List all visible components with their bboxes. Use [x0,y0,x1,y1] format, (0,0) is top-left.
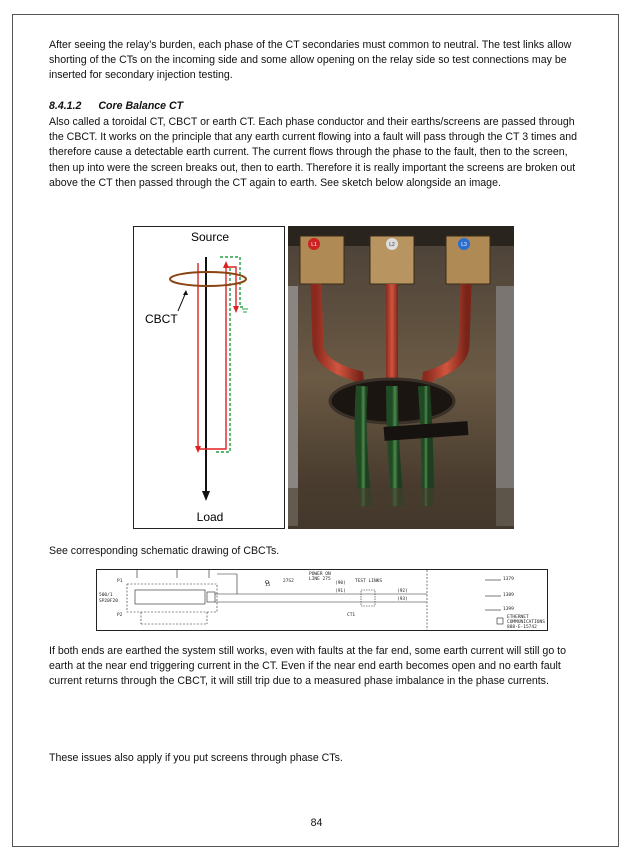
schem-ct-box [127,584,217,612]
schem-label-90: (90) [335,581,346,586]
paragraph-screens-phase-cts: These issues also apply if you put screens through phase CTs. [49,752,343,764]
schem-label-91: (91) [335,589,346,594]
section-title: Core Balance CT [98,100,184,112]
schem-label-93: (93) [397,597,408,602]
phase-label-l3: L3 [461,242,467,248]
schem-label-ct1: CT1 [347,613,356,618]
schem-label-p2: P2 [117,613,123,618]
phase-label-l2: L2 [389,242,395,248]
schem-label-power-on: POWER ON [309,572,331,577]
photo-floor [288,488,514,529]
schem-label-1389: 1389 [503,593,514,598]
schem-label-line: LINE 275 [309,577,331,582]
schem-label-comms: COMMUNICATIONS [507,620,545,625]
schem-label-test-links: TEST LINKS [355,579,383,584]
paragraph-core-balance: Also called a toroidal CT, CBCT or earth CT. Each phase conductor and their earths/screens are passed through the CBCT. It works on the principle that any earth current flowing into a fault will pass through the CT 3 times and therefore cause a detectable earth current. The current flows through the phase to the fault, then to the screen, then up into were the screen breaks out, then to earth. Therefore it is really important the screens are broken out above the CT then passed through the CT again to earth. See sketch below alongside an image. [49,116,577,189]
schem-ct-terminal [207,592,215,602]
sketch-source-label: Source [190,230,230,244]
cbct-sketch [133,226,285,529]
red-arrow-earth [233,306,239,313]
sketch-cbct-label: CBCT [145,312,178,326]
schem-label-doc-number: 888-E-15742 [507,625,537,630]
cable-red-2 [386,284,398,384]
paragraph-both-ends-earthed: If both ends are earthed the system still works, even with faults at the far end, some earth current will still go to earth at the near end triggering current in the CT. Even if the near end earth becomes open and no earth fault current returns through the CBCT, it will still trip due to a measured phase imbalance in the phase currents. [49,645,566,688]
ct-ring [170,272,246,286]
schem-label-27s2: 27S2 [283,579,294,584]
section-number: 8.4.1.2 [49,100,82,112]
schem-label-ratio: 500/1 [99,593,113,598]
terminal-block-l1 [300,236,344,284]
schem-label-1379: 1379 [503,577,514,582]
schem-ethernet-port [497,618,503,624]
paragraph-relay-burden: After seeing the relay’s burden, each phase of the CT secondaries must common to neutral. The test links allow shorting of the CTs on the incoming side and some allow opening on the relay side so test connections may be inserted for secondary injection testing. [49,39,572,82]
schem-label-p1: P1 [117,579,123,584]
phase-label-l1: L1 [311,242,317,248]
cbct-pointer-head [183,290,188,295]
schem-label-model: SP20F20 [99,599,118,604]
schem-test-links [361,590,375,606]
cbct-schematic [96,569,548,631]
schem-label-15: 15 [265,583,271,588]
red-arrow-up [223,261,229,268]
schem-label-ethernet: ETHERNET [507,615,529,620]
sketch-load-label: Load [196,510,224,524]
conductor-arrowhead [202,491,210,501]
schematic-caption: See corresponding schematic drawing of CBCTs. [49,545,280,557]
schem-label-92: (92) [397,589,408,594]
screen-path-bottom [216,267,230,452]
cbct-photo [288,226,514,529]
section-heading [49,100,183,112]
schem-ct-core [135,590,205,604]
schem-label-1399: 1399 [503,607,514,612]
page-number: 84 [310,817,323,829]
